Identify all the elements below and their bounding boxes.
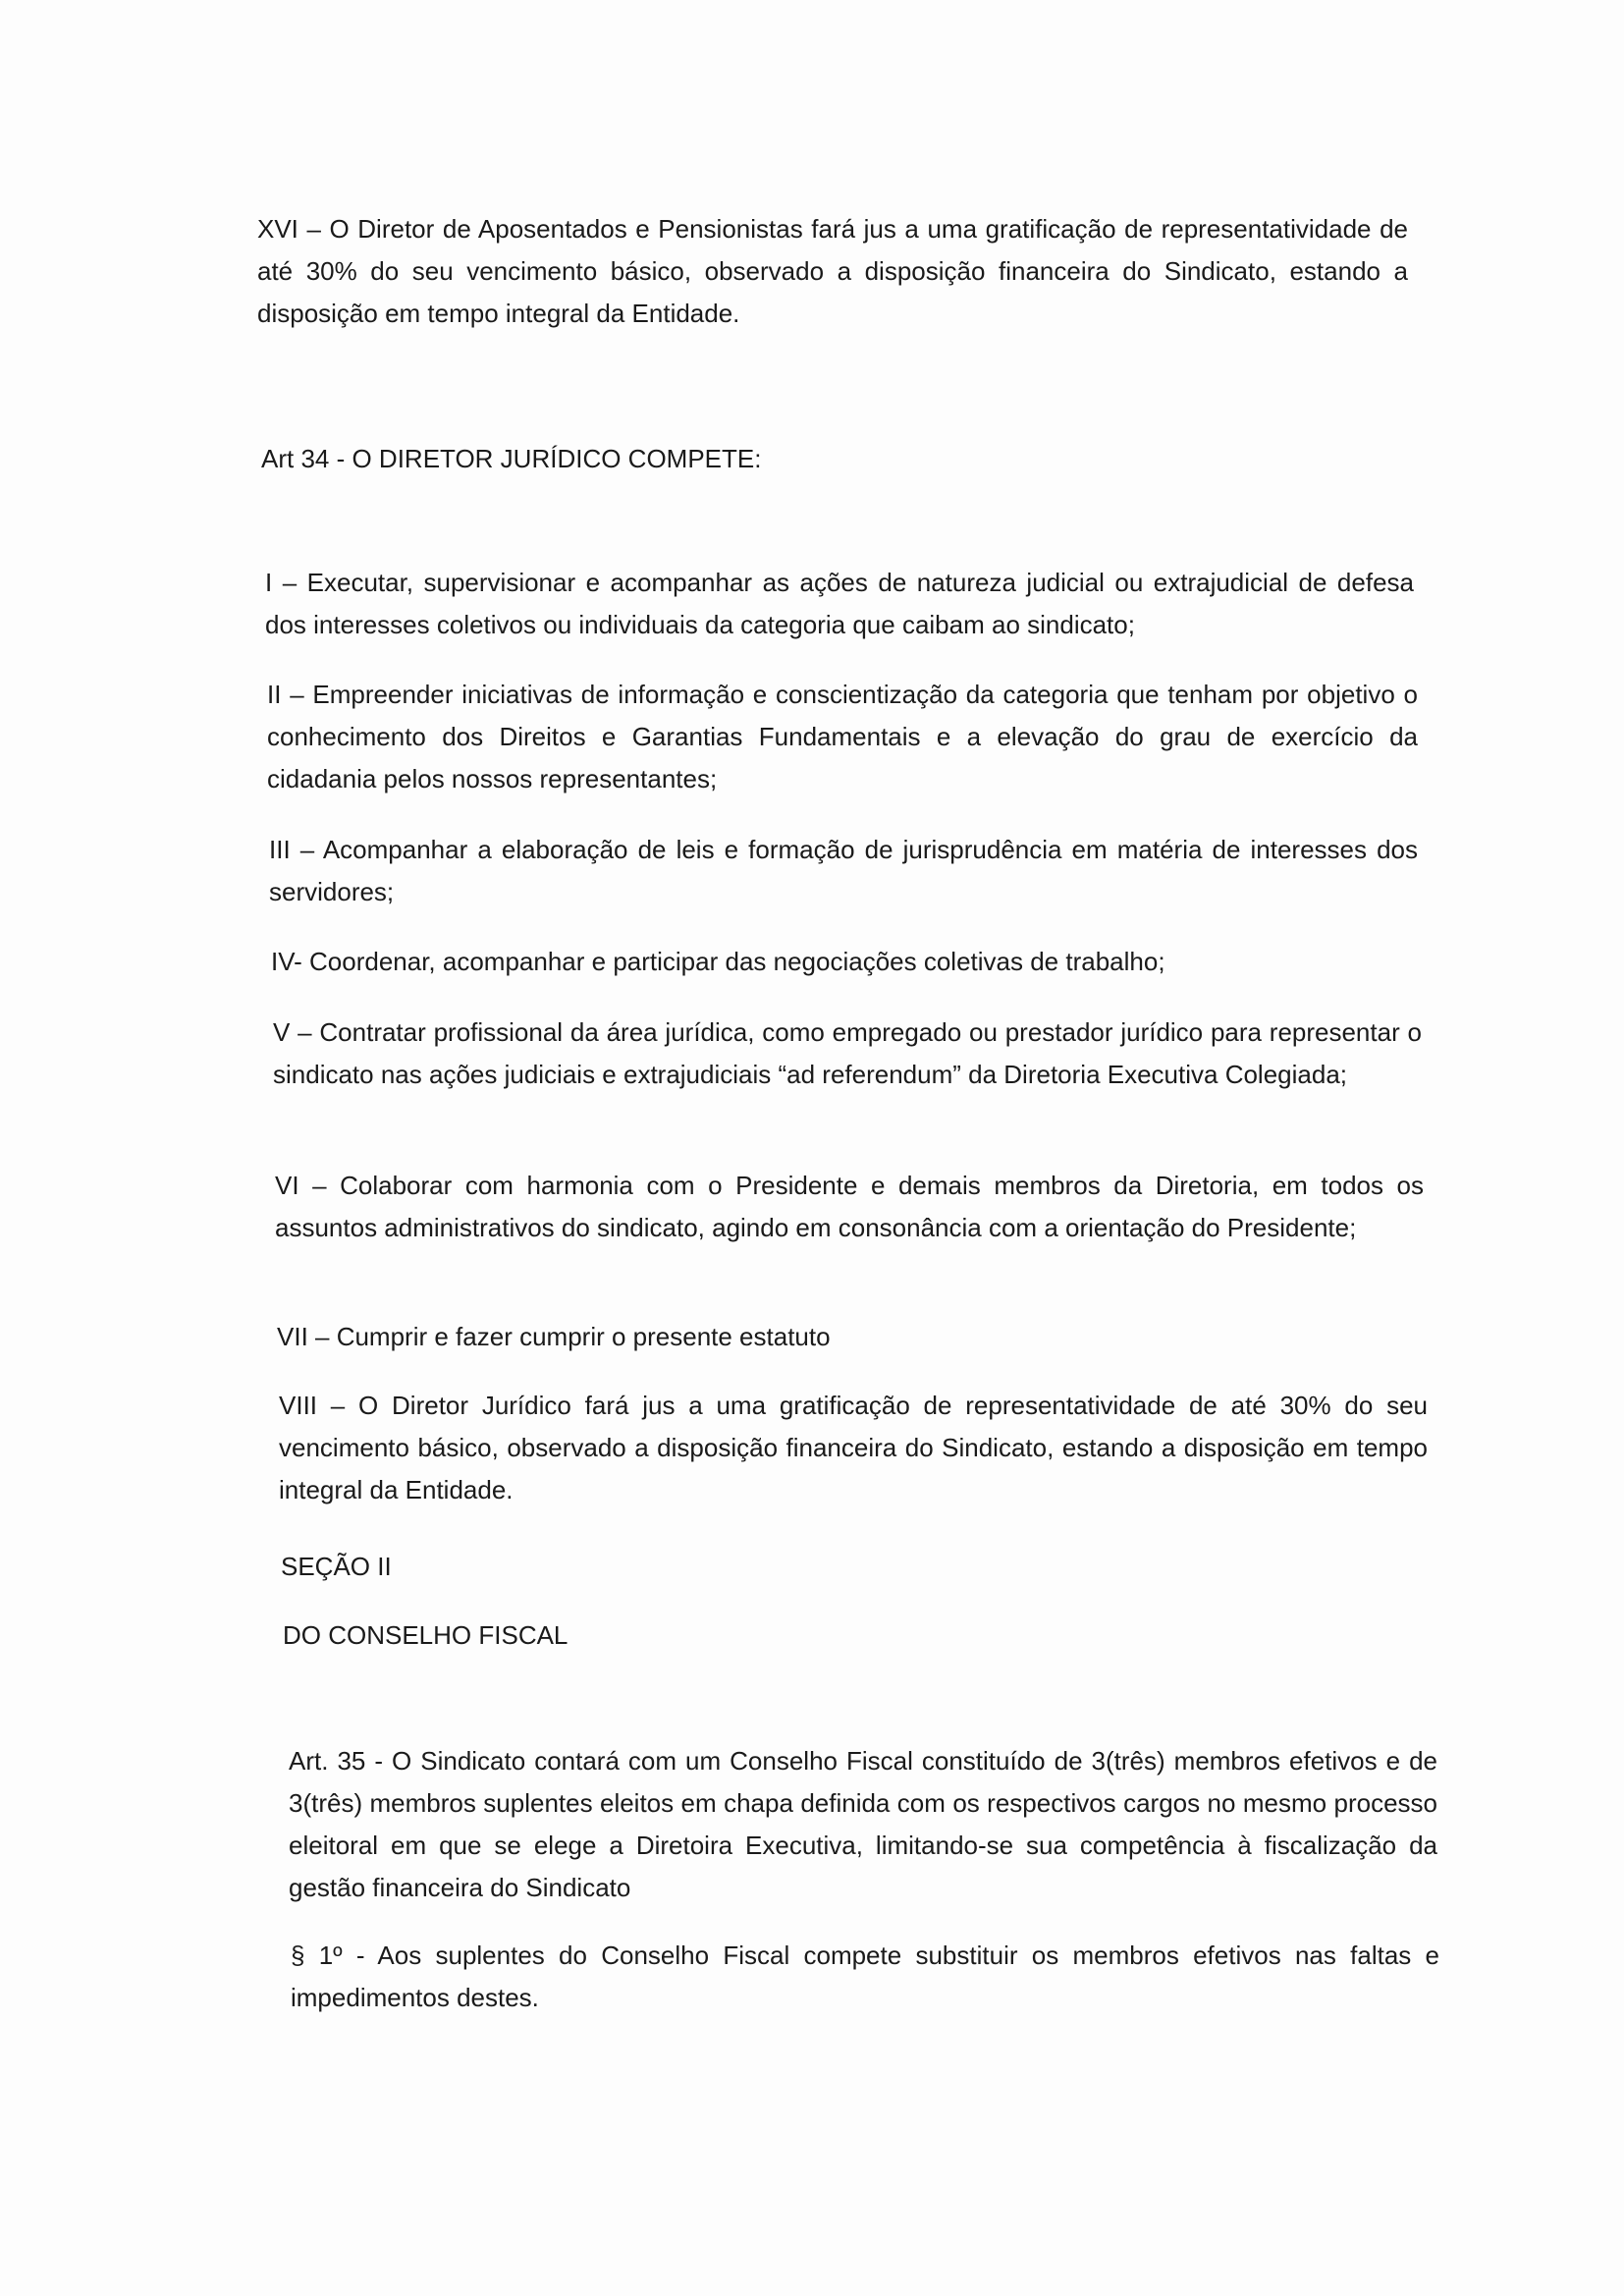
item-vi: VI – Colaborar com harmonia com o Presidente e demais membros da Diretoria, em todos os assuntos administrativos do sindicato, agindo em consonância com a orientação do Presidente; — [275, 1171, 1424, 1242]
item-i: I – Executar, supervisionar e acompanhar as ações de natureza judicial ou extrajudicial de defesa dos interesses coletivos ou individuais da categoria que caibam ao sindicato; — [265, 568, 1414, 639]
item-iv: IV- Coordenar, acompanhar e participar das negociações coletivas de trabalho; — [271, 947, 1165, 976]
paragraph-xvi: XVI – O Diretor de Aposentados e Pensionistas fará jus a uma gratificação de representatividade de até 30% do seu vencimento básico, observado a disposição financeira do Sindicato, estando a disposição em tempo integral da Entidade. — [257, 214, 1408, 328]
paragraph-1: § 1º - Aos suplentes do Conselho Fiscal compete substituir os membros efetivos nas faltas e impedimentos destes. — [291, 1941, 1439, 2012]
item-iii: III – Acompanhar a elaboração de leis e formação de jurisprudência em matéria de interesses dos servidores; — [269, 835, 1418, 906]
item-ii: II – Empreender iniciativas de informação e conscientização da categoria que tenham por objetivo o conhecimento dos Direitos e Garantias Fundamentais e a elevação do grau de exercício da cidadania pelos nossos representantes; — [267, 680, 1418, 793]
item-vii: VII – Cumprir e fazer cumprir o presente estatuto — [277, 1322, 831, 1351]
article-35: Art. 35 - O Sindicato contará com um Conselho Fiscal constituído de 3(três) membros efetivos e de 3(três) membros suplentes eleitos em chapa definida com os respectivos cargos no mesmo processo eleitoral em que se elege a Diretoira Executiva, limitando-se sua competência à fiscalização da gestão financeira do Sindicato — [289, 1746, 1437, 1902]
item-v: V – Contratar profissional da área jurídica, como empregado ou prestador jurídico para representar o sindicato nas ações judiciais e extrajudiciais “ad referendum” da Diretoria Executiva Colegiada; — [273, 1017, 1422, 1089]
section-heading: SEÇÃO II — [281, 1552, 392, 1581]
article-34-heading: Art 34 - O DIRETOR JURÍDICO COMPETE: — [261, 444, 762, 473]
item-viii: VIII – O Diretor Jurídico fará jus a uma gratificação de representatividade de até 30% do seu vencimento básico, observado a disposição financeira do Sindicato, estando a disposição em tempo integral da Entidade. — [279, 1391, 1428, 1504]
section-title: DO CONSELHO FISCAL — [283, 1620, 568, 1650]
